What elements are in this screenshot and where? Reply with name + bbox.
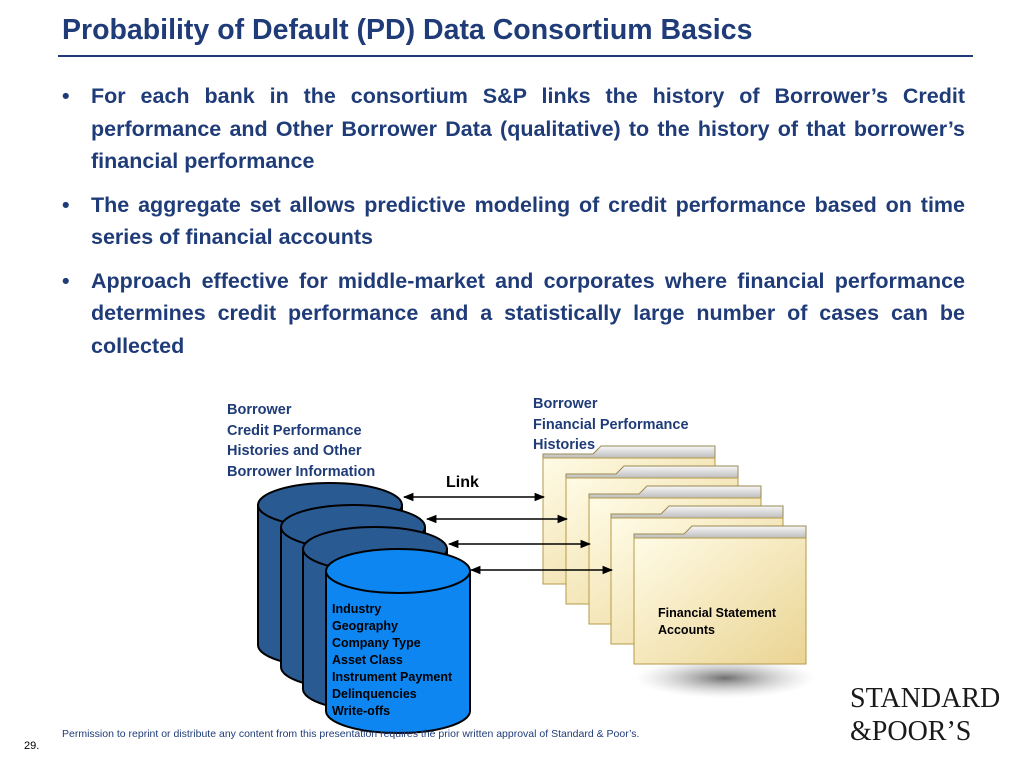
- label-line: Accounts: [658, 623, 715, 637]
- folder-icon: [634, 526, 806, 664]
- financial-histories-label: [533, 394, 689, 456]
- logo-line: STANDARD: [850, 683, 1001, 714]
- page-title: Probability of Default (PD) Data Consortium Basics: [62, 14, 753, 46]
- logo-line: &POOR’S: [850, 716, 972, 747]
- cylinder-item: Instrument Payment: [332, 670, 453, 684]
- bullet-dot: •: [62, 84, 70, 108]
- cylinder-item: Asset Class: [332, 653, 403, 667]
- bullet-text: The aggregate set allows predictive modeling of credit performance based on time series of financial accounts: [91, 192, 965, 249]
- credit-histories-label: [227, 400, 375, 482]
- label-line: Borrower: [227, 402, 292, 418]
- cylinder-item: Company Type: [332, 636, 421, 650]
- bullet-text: Approach effective for middle-market and corporates where financial performance determines credit performance and a statistically large number of cases can be collected: [91, 268, 965, 358]
- cylinder-item-list: [332, 601, 452, 720]
- bullet-text: For each bank in the consortium S&P links the history of Borrower’s Credit performance and Other Borrower Data (qualitative) to the history of that borrower’s financial performance: [91, 84, 965, 173]
- cylinder-item: Write-offs: [332, 704, 391, 718]
- sp-logo: [850, 682, 1000, 748]
- link-label: Link: [446, 474, 479, 491]
- financial-statement-label: [658, 605, 776, 639]
- label-line: Histories: [533, 437, 596, 453]
- bullet-dot: •: [62, 192, 70, 217]
- bullet-dot: •: [62, 268, 70, 293]
- label-line: Borrower: [533, 396, 598, 412]
- cylinder-item: Geography: [332, 619, 398, 633]
- cylinder-item: Industry: [332, 602, 382, 616]
- label-line: Borrower Information: [227, 463, 376, 480]
- label-line: Financial Performance: [533, 416, 689, 433]
- label-line: Credit Performance: [227, 422, 362, 439]
- cylinder-item: Delinquencies: [332, 687, 417, 701]
- permission-notice: Permission to reprint or distribute any content from this presentation requires the prior written approval of Standard & Poor’s.: [62, 728, 640, 740]
- page-number: 29.: [24, 740, 40, 752]
- label-line: Histories and Other: [227, 443, 362, 459]
- label-line: Financial Statement: [658, 606, 777, 620]
